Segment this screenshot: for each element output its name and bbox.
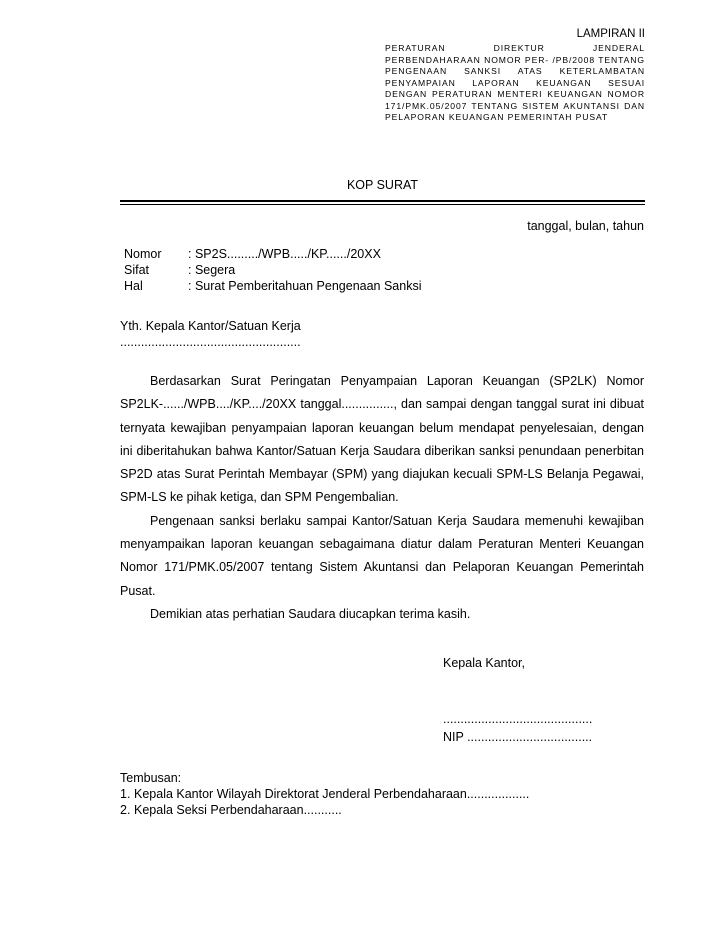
signature-name-dots: ........................................... xyxy=(443,712,593,726)
kop-divider-thick xyxy=(120,200,645,202)
tembusan-item xyxy=(120,802,529,818)
tembusan-item xyxy=(120,786,529,802)
meta-label: Nomor xyxy=(124,247,162,261)
tembusan-item-number: 1. xyxy=(120,787,131,801)
meta-label: Hal xyxy=(124,279,143,293)
lampiran-regulation-text: PERATURAN DIREKTUR JENDERAL PERBENDAHARAAN NOMOR PER- /PB/2008 TENTANG PENGENAAN SANKSI ATAS KETERLAMBATAN PENYAMPAIAN LAPORAN KEUANGAN SESUAI DENGAN PERATURAN MENTERI KEUANGAN NOMOR 171/PMK.05/2007 TENTANG SISTEM AKUNTANSI DAN PELAPORAN KEUANGAN PEMERINTAH PUSAT xyxy=(385,43,645,122)
addressee xyxy=(120,318,301,350)
meta-value: : Surat Pemberitahuan Pengenaan Sanksi xyxy=(188,279,422,293)
letter-date: tanggal, bulan, tahun xyxy=(527,219,644,233)
lampiran-label: LAMPIRAN II xyxy=(576,28,645,40)
letter-body xyxy=(120,370,644,626)
addressee-dots: .................................................... xyxy=(120,335,301,349)
tembusan-item-number: 2. xyxy=(120,803,131,817)
body-paragraph-3: Demikian atas perhatian Saudara diucapkan terima kasih. xyxy=(150,606,471,621)
meta-row-hal xyxy=(124,278,422,294)
meta-value: : SP2S........./WPB...../KP....../20XX xyxy=(188,247,381,261)
letter-meta xyxy=(124,246,422,294)
tembusan-list xyxy=(120,786,529,818)
meta-row-nomor xyxy=(124,246,422,262)
tembusan-item-text: Kepala Seksi Perbendaharaan........... xyxy=(134,803,342,817)
meta-value: : Segera xyxy=(188,263,236,277)
meta-row-sifat xyxy=(124,262,422,278)
tembusan-item-text: Kepala Kantor Wilayah Direktorat Jenderal Perbendaharaan.................. xyxy=(134,787,530,801)
tembusan-section xyxy=(120,770,529,818)
signature-nip: NIP .................................... xyxy=(443,730,593,744)
kop-surat-title: KOP SURAT xyxy=(346,178,419,192)
body-paragraph-2: Pengenaan sanksi berlaku sampai Kantor/Satuan Kerja Saudara memenuhi kewajiban menyampaikan laporan keuangan sebagaimana diatur dalam Peraturan Menteri Keuangan Nomor 171/PMK.05/2007 tentang Sistem Akuntansi dan Pelaporan Keuangan Pemerintah Pusat. xyxy=(120,513,644,598)
tembusan-label: Tembusan: xyxy=(120,771,182,785)
meta-label: Sifat xyxy=(124,263,150,277)
body-paragraph-1: Berdasarkan Surat Peringatan Penyampaian Laporan Keuangan (SP2LK) Nomor SP2LK-....../WPB..../KP..../20XX tanggal..............., dan sampai dengan tanggal surat ini dibuat ternyata kewajiban penyampaian laporan keuangan belum mendapat penyelesaian, dengan ini diberitahukan bahwa Kantor/Satuan Kerja Saudara diberikan sanksi penundaan penerbitan SP2D atas Surat Perintah Membayar (SPM) yang diajukan kecuali SPM-LS Belanja Pegawai, SPM-LS ke pihak ketiga, dan SPM Pengembalian. xyxy=(120,374,644,505)
kop-divider-thin xyxy=(120,204,645,205)
addressee-name: Yth. Kepala Kantor/Satuan Kerja xyxy=(120,319,301,333)
signature-title: Kepala Kantor, xyxy=(443,656,526,670)
